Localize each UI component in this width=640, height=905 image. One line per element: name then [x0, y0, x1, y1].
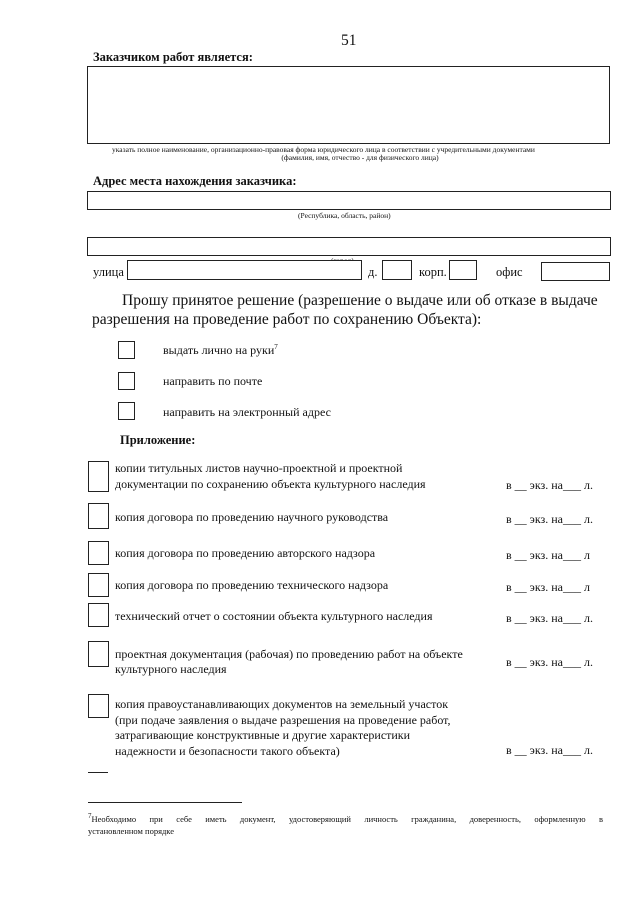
attachment-1-line-1: копии титульных листов научно-проектной и проектной — [115, 461, 403, 475]
office-label: офис — [496, 265, 523, 279]
office-field[interactable] — [541, 262, 610, 281]
address-heading: Адрес места нахождения заказчика: — [93, 174, 297, 188]
attachment-2-checkbox[interactable] — [88, 503, 109, 529]
attachment-5-checkbox[interactable] — [88, 603, 109, 627]
attachment-6-line-1: проектная документация (рабочая) по проведению работ на объекте — [115, 647, 463, 661]
attachment-6-checkbox[interactable] — [88, 641, 109, 667]
city-field[interactable] — [87, 237, 611, 256]
attachment-2-line-1: копия договора по проведению научного руководства — [115, 510, 389, 524]
footnote-number: 7 — [88, 812, 92, 820]
attachment-7-line-2: (при подаче заявления о выдаче разрешения на проведение работ, — [115, 713, 451, 727]
request-line-2: разрешения на проведение работ по сохранению Объекта): — [92, 311, 482, 328]
attachment-6-line-2: культурного наследия — [115, 662, 227, 676]
attachment-3-copies: в __ экз. на___ л — [506, 548, 590, 562]
attachment-5-line-1: технический отчет о состоянии объекта культурного наследия — [115, 609, 433, 623]
attachment-7-line-3: затрагивающие конструктивные и другие характеристики — [115, 728, 411, 742]
attachment-5-copies: в __ экз. на___ л. — [506, 611, 593, 625]
attachment-1-line-2: документации по сохранению объекта культурного наследия — [115, 477, 426, 491]
footnote — [88, 810, 603, 837]
footnote-line-2: установленном порядке — [88, 825, 174, 836]
attachment-3-line-1: копия договора по проведению авторского надзора — [115, 546, 376, 560]
street-field[interactable] — [127, 260, 362, 280]
region-caption: (Республика, область, район) — [298, 211, 391, 220]
option-in-person-label: выдать лично на руки$^7$ — [163, 343, 278, 357]
attachment-4-checkbox[interactable] — [88, 573, 109, 597]
blank-attachment-line — [88, 772, 108, 773]
attachment-3-checkbox[interactable] — [88, 541, 109, 565]
footnote-line-1: Необходимо при себе иметь документ, удостоверяющий личность гражданина, доверенность, оформленную в — [91, 813, 603, 824]
customer-name-field[interactable] — [87, 66, 610, 144]
attachment-7-line-4: надежности и безопасности такого объекта) — [115, 744, 340, 758]
attachment-6-copies: в __ экз. на___ л. — [506, 655, 593, 669]
attachment-7-checkbox[interactable] — [88, 694, 109, 718]
attachment-7-line-1: копия правоустанавливающих документов на земельный участок — [115, 697, 449, 711]
attachment-4-copies: в __ экз. на___ л — [506, 580, 590, 594]
attachment-1-copies: в __ экз. на___ л. — [506, 478, 593, 492]
option-by-mail-checkbox[interactable] — [118, 372, 135, 390]
house-label: д. — [368, 265, 378, 279]
option-by-email-checkbox[interactable] — [118, 402, 135, 420]
attachment-1-checkbox[interactable] — [88, 461, 109, 492]
region-field[interactable] — [87, 191, 611, 210]
attachments-heading: Приложение: — [120, 433, 196, 447]
attachment-7-copies: в __ экз. на___ л. — [506, 743, 593, 757]
customer-caption-2: (фамилия, имя, отчество - для физического лица) — [281, 153, 439, 162]
option-by-mail-label: направить по почте — [163, 374, 263, 388]
customer-caption-1: указать полное наименование, организационно-правовая форма юридического лица в соответствии с учредительными документами — [112, 145, 535, 154]
page-number: 51 — [341, 32, 357, 49]
footnote-separator — [88, 802, 242, 803]
option-in-person-checkbox[interactable] — [118, 341, 135, 359]
option-by-email-label: направить на электронный адрес — [163, 405, 331, 419]
attachment-2-copies: в __ экз. на___ л. — [506, 512, 593, 526]
street-label: улица — [93, 265, 124, 279]
request-line-1: Прошу принятое решение (разрешение о выдаче или об отказе в выдаче — [122, 292, 598, 309]
building-field[interactable] — [449, 260, 477, 280]
attachment-4-line-1: копия договора по проведению технического надзора — [115, 578, 389, 592]
building-label: корп. — [419, 265, 447, 279]
house-field[interactable] — [382, 260, 412, 280]
customer-heading: Заказчиком работ является: — [93, 50, 253, 64]
